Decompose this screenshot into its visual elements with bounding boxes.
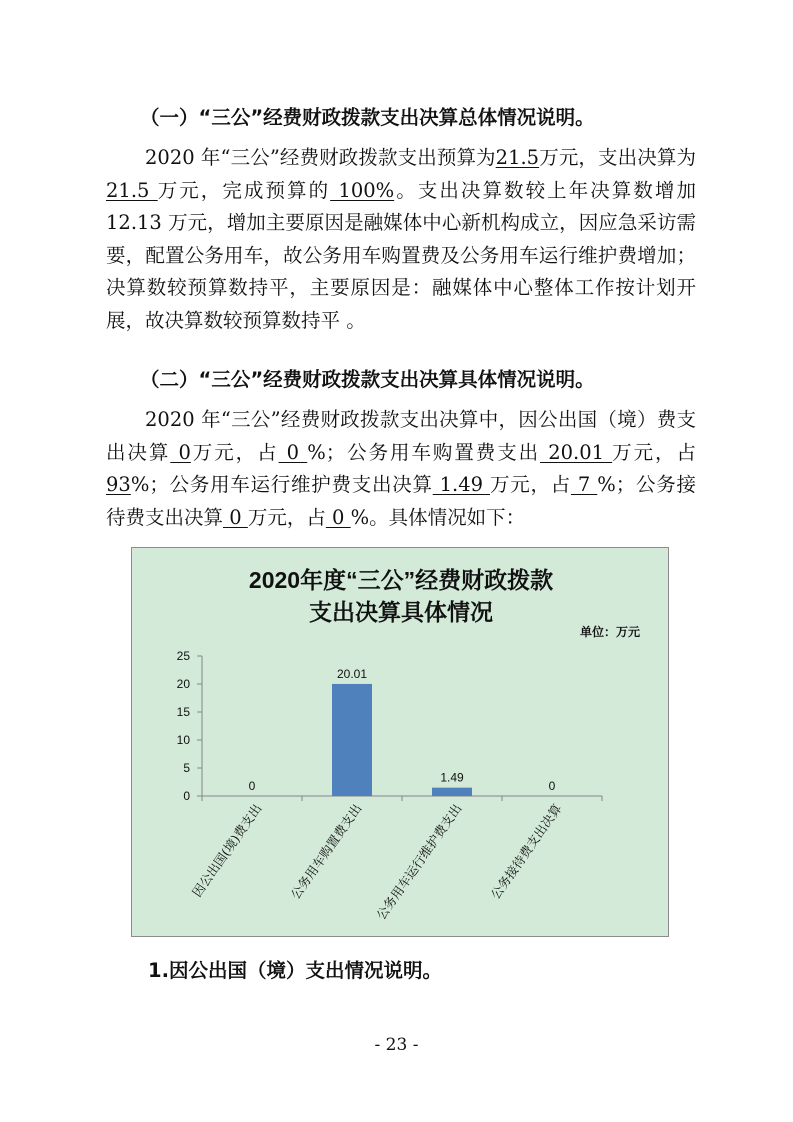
chart-title-line-2: 支出决算具体情况 [309, 599, 493, 625]
section-heading-3: 1.因公出国（境）支出情况说明。 [148, 959, 442, 982]
expenditure-chart [131, 547, 669, 937]
detail-paragraph [106, 404, 696, 534]
y-tick-label: 5 [183, 761, 190, 775]
data-label-1: 0 [248, 779, 256, 793]
chart-canvas [132, 548, 670, 938]
category-label-3: 公务用车运行维护费支出 [373, 801, 465, 923]
reception-value: 0 [223, 505, 248, 529]
chart-title-line-1: 2020年度“三公”经费财政拨款 [248, 567, 554, 593]
page-number: - 23 - [374, 1035, 419, 1055]
para2-text-6: 万元，占 [490, 473, 571, 496]
budget-value: 21.5 [495, 146, 540, 169]
para1-text-2: 万元，支出决算为 [539, 146, 696, 169]
category-label-1: 因公出国(境)费支出 [189, 801, 265, 900]
completion-percent: 100% [330, 178, 395, 202]
section-heading-1: （一）“三公”经费财政拨款支出决算总体情况说明。 [140, 106, 595, 129]
data-label-3: 1.49 [440, 770, 464, 785]
para2-text-7: %；公务接待费支出决算 [106, 473, 696, 529]
chart-unit-label: 单位：万元 [579, 625, 640, 639]
para2-text-4: 万元，占 [612, 440, 696, 464]
bar-2 [332, 684, 372, 796]
vehicle-operation-value: 1.49 [432, 473, 490, 496]
para2-text-5: %；公务用车运行维护费支出决算 [130, 473, 433, 496]
para1-text-4: 。支出决算数较上年决算数增加 12.13 万元，增加主要原因是融媒体中心新机构成立，因应急采访需要，配置公务用车，故公务用车购置费及公务用车运行维护费增加；决算数较预算数持平，主要原因是：融媒体中心整体工作按计划开展，故决算数较预算数持平 。 [106, 178, 696, 332]
overall-paragraph [106, 142, 696, 337]
para2-text-3: %；公务用车购置费支出 [307, 440, 541, 464]
section-heading-2: （二）“三公”经费财政拨款支出决算具体情况说明。 [140, 368, 595, 391]
category-label-4: 公务接待费支出决算 [487, 801, 565, 902]
para2-text-9: %。具体情况如下： [350, 505, 526, 529]
y-tick-label: 20 [176, 677, 190, 691]
bar-3 [432, 788, 472, 796]
actual-value: 21.5 [106, 178, 158, 202]
para1-text-1: 2020 年“三公”经费财政拨款支出预算为 [145, 146, 496, 169]
para2-text-2: 万元，占 [190, 440, 279, 464]
y-tick-label: 15 [176, 705, 190, 719]
reception-percent: 0 [325, 505, 351, 529]
para2-text-8: 万元，占 [247, 505, 326, 529]
para1-text-3: 万元，完成预算的 [157, 178, 331, 202]
para2-text-1: 2020 年“三公”经费财政拨款支出决算中，因公出国（境）费支出决算 [106, 408, 696, 464]
data-label-4: 0 [548, 779, 556, 793]
y-tick-label: 10 [176, 733, 190, 747]
vehicle-purchase-percent: 93 [106, 473, 131, 496]
vehicle-purchase-value: 20.01 [540, 440, 613, 464]
data-label-2: 20.01 [336, 666, 368, 681]
vehicle-operation-percent: 7 [570, 473, 598, 496]
overseas-percent: 0 [278, 440, 308, 464]
y-tick-label: 0 [183, 789, 190, 803]
y-tick-label: 25 [176, 649, 190, 663]
overseas-value: 0 [170, 440, 191, 464]
category-label-2: 公务用车购置费支出 [287, 801, 365, 902]
